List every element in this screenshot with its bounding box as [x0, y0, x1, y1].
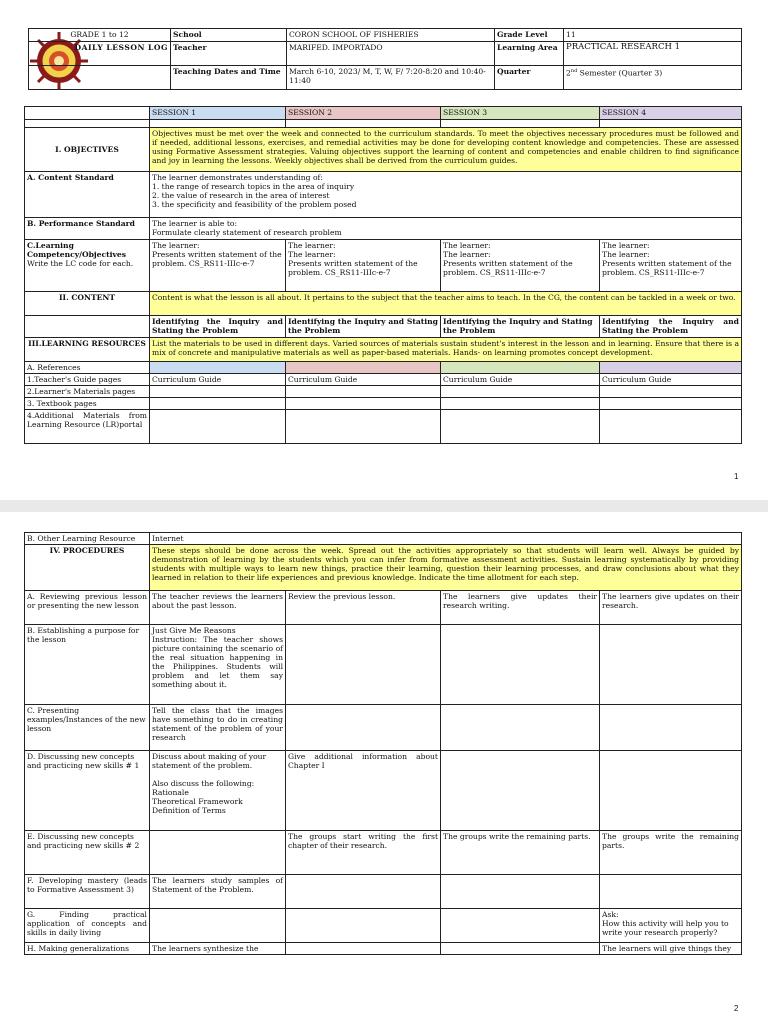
- step-h-label: H. Making generalizations: [25, 943, 150, 955]
- grade-range: GRADE 1 to 12: [29, 29, 171, 42]
- competency-s4: The learner: The learner: Presents written statement of the problem. CS_RS11-IIIc-e-7: [600, 240, 742, 292]
- step-e-label: E. Discussing new concepts and practicing new skills # 2: [25, 831, 150, 875]
- step-g-s4: Ask: How this activity will help you to write your research properly?: [600, 909, 742, 943]
- step-f-s1: The learners study samples of Statement of the Problem.: [150, 875, 286, 909]
- session-2-header: SESSION 2: [286, 107, 441, 120]
- step-e-s2: The groups start writing the first chapter of their research.: [286, 831, 441, 875]
- objectives-text: Objectives must be met over the week and connected to the curriculum standards. To meet the objectives necessary procedures must be followed and if needed, additional lessons, exercises, and remedial activities may be done for developing content knowledge and competencies. These are assessed using Formative Assessment strategies. Valuing objectives support the learning of content and competencies and enable children to find significance and joy in learning the lessons. Weekly objectives shall be derived from the curriculum guides.: [150, 128, 742, 172]
- step-h-s4: The learners will give things they: [600, 943, 742, 955]
- learning-resources-label: III.LEARNING RESOURCES: [25, 338, 150, 362]
- session-1-header: SESSION 1: [150, 107, 286, 120]
- step-a-label: A. Reviewing previous lesson or presenting the new lesson: [25, 591, 150, 625]
- step-d-label: D. Discussing new concepts and practicing new skills # 1: [25, 751, 150, 831]
- content-topic-s1: Identifying the Inquiry and Stating the Problem: [150, 316, 286, 338]
- lesson-table: [24, 106, 742, 444]
- step-g-label: G. Finding practical application of concepts and skills in daily living: [25, 909, 150, 943]
- header-table: [28, 28, 742, 90]
- page-2: [0, 512, 768, 1024]
- logo-cell: [29, 66, 171, 90]
- content-text: Content is what the lesson is all about. It pertains to the subject that the teacher aims to teach. In the CG, the content can be tackled in a week or two.: [150, 292, 742, 316]
- teachers-guide-s3: Curriculum Guide: [441, 374, 600, 386]
- step-f-label: F. Developing mastery (leads to Formative Assessment 3): [25, 875, 150, 909]
- page-number-2: 2: [734, 1004, 739, 1013]
- step-b-label: B. Establishing a purpose for the lesson: [25, 625, 150, 705]
- grade-level-value: 11: [564, 29, 742, 42]
- step-b-s1: Just Give Me Reasons Instruction: The teacher shows picture containing the scenario of the real situation happening in the Philippines. Students will problem and let them say something about it.: [150, 625, 286, 705]
- session-3-header: SESSION 3: [441, 107, 600, 120]
- step-e-s3: The groups write the remaining parts.: [441, 831, 600, 875]
- objectives-label: I. OBJECTIVES: [25, 128, 150, 172]
- content-topic-s2: Identifying the Inquiry and Stating the Problem: [286, 316, 441, 338]
- competency-label: C.Learning Competency/Objectives Write the LC code for each.: [25, 240, 150, 292]
- content-standard-text: The learner demonstrates understanding of: 1. the range of research topics in the area of inquiry 2. the value of research in the area of interest 3. the specificity and feasibility of the problem posed: [150, 172, 742, 218]
- competency-s1: The learner: Presents written statement of the problem. CS_RS11-IIIc-e-7: [150, 240, 286, 292]
- other-resource-value: Internet: [150, 533, 742, 545]
- school-label: School: [171, 29, 287, 42]
- additional-materials-label: 4.Additional Materials from Learning Resource (LR)portal: [25, 410, 150, 444]
- content-topic-s3: Identifying the Inquiry and Stating the Problem: [441, 316, 600, 338]
- competency-s2: The learner: The learner: Presents written statement of the problem. CS_RS11-IIIc-e-7: [286, 240, 441, 292]
- page-gap: [0, 500, 768, 512]
- content-standard-label: A. Content Standard: [25, 172, 150, 218]
- step-a-s2: Review the previous lesson.: [286, 591, 441, 625]
- content-topic-s4: Identifying the Inquiry and Stating the Problem: [600, 316, 742, 338]
- references-label: A. References: [25, 362, 150, 374]
- quarter-value: 2nd Semester (Quarter 3): [564, 66, 742, 90]
- procedures-text: These steps should be done across the week. Spread out the activities appropriately so that students will learn well. Always be guided by demonstration of learning by the students which you can infer from formative assessment activities. Sustain learning systematically by providing students with multiple ways to learn new things, practice their learning, question their learning processes, and draw conclusions about what they learned in relation to their life experiences and previous knowledge. Indicate the time allotment for each step.: [150, 545, 742, 591]
- learning-area-value: PRACTICAL RESEARCH 1: [564, 42, 742, 66]
- page-1: [0, 0, 768, 500]
- content-label: II. CONTENT: [25, 292, 150, 316]
- competency-s3: The learner: The learner: Presents written statement of the problem. CS_RS11-IIIc-e-7: [441, 240, 600, 292]
- daily-lesson-log-title: DAILY LESSON LOG: [29, 42, 171, 66]
- teachers-guide-s4: Curriculum Guide: [600, 374, 742, 386]
- school-value: CORON SCHOOL OF FISHERIES: [287, 29, 495, 42]
- procedures-table: [24, 532, 742, 955]
- step-c-s1: Tell the class that the images have something to do in creating statement of the problem of your research: [150, 705, 286, 751]
- other-resource-label: B. Other Learning Resource: [25, 533, 150, 545]
- procedures-label: IV. PROCEDURES: [25, 545, 150, 591]
- step-a-s4: The learners give updates on their research.: [600, 591, 742, 625]
- teacher-label: Teacher: [171, 42, 287, 66]
- teachers-guide-s2: Curriculum Guide: [286, 374, 441, 386]
- step-h-s1: The learners synthesize the: [150, 943, 286, 955]
- page-number-1: 1: [734, 472, 739, 481]
- step-a-s3: The learners give updates their research writing.: [441, 591, 600, 625]
- step-c-label: C. Presenting examples/Instances of the new lesson: [25, 705, 150, 751]
- teaching-dates-label: Teaching Dates and Time: [171, 66, 287, 90]
- performance-standard-text: The learner is able to: Formulate clearly statement of research problem: [150, 218, 742, 240]
- learning-area-label: Learning Area: [495, 42, 564, 66]
- step-e-s4: The groups write the remaining parts.: [600, 831, 742, 875]
- learning-resources-text: List the materials to be used in different days. Varied sources of materials sustain student's interest in the lesson and in learning. Ensure that there is a mix of concrete and manipulative materials as well as paper-based materials. Hands- on learning promotes concept development.: [150, 338, 742, 362]
- step-a-s1: The teacher reviews the learners about the past lesson.: [150, 591, 286, 625]
- step-d-s2: Give additional information about Chapter I: [286, 751, 441, 831]
- teachers-guide-s1: Curriculum Guide: [150, 374, 286, 386]
- teachers-guide-label: 1.Teacher's Guide pages: [25, 374, 150, 386]
- learners-materials-label: 2.Learner's Materials pages: [25, 386, 150, 398]
- teaching-dates-value: March 6-10, 2023/ M, T, W, F/ 7:20-8:20 and 10:40-11:40: [287, 66, 495, 90]
- performance-standard-label: B. Performance Standard: [25, 218, 150, 240]
- step-d-s1: Discuss about making of your statement of the problem. Also discuss the following: Rationale Theoretical Framework Definition of Terms: [150, 751, 286, 831]
- session-4-header: SESSION 4: [600, 107, 742, 120]
- quarter-label: Quarter: [495, 66, 564, 90]
- grade-level-label: Grade Level: [495, 29, 564, 42]
- textbook-pages-label: 3. Textbook pages: [25, 398, 150, 410]
- teacher-value: MARIFED. IMPORTADO: [287, 42, 495, 66]
